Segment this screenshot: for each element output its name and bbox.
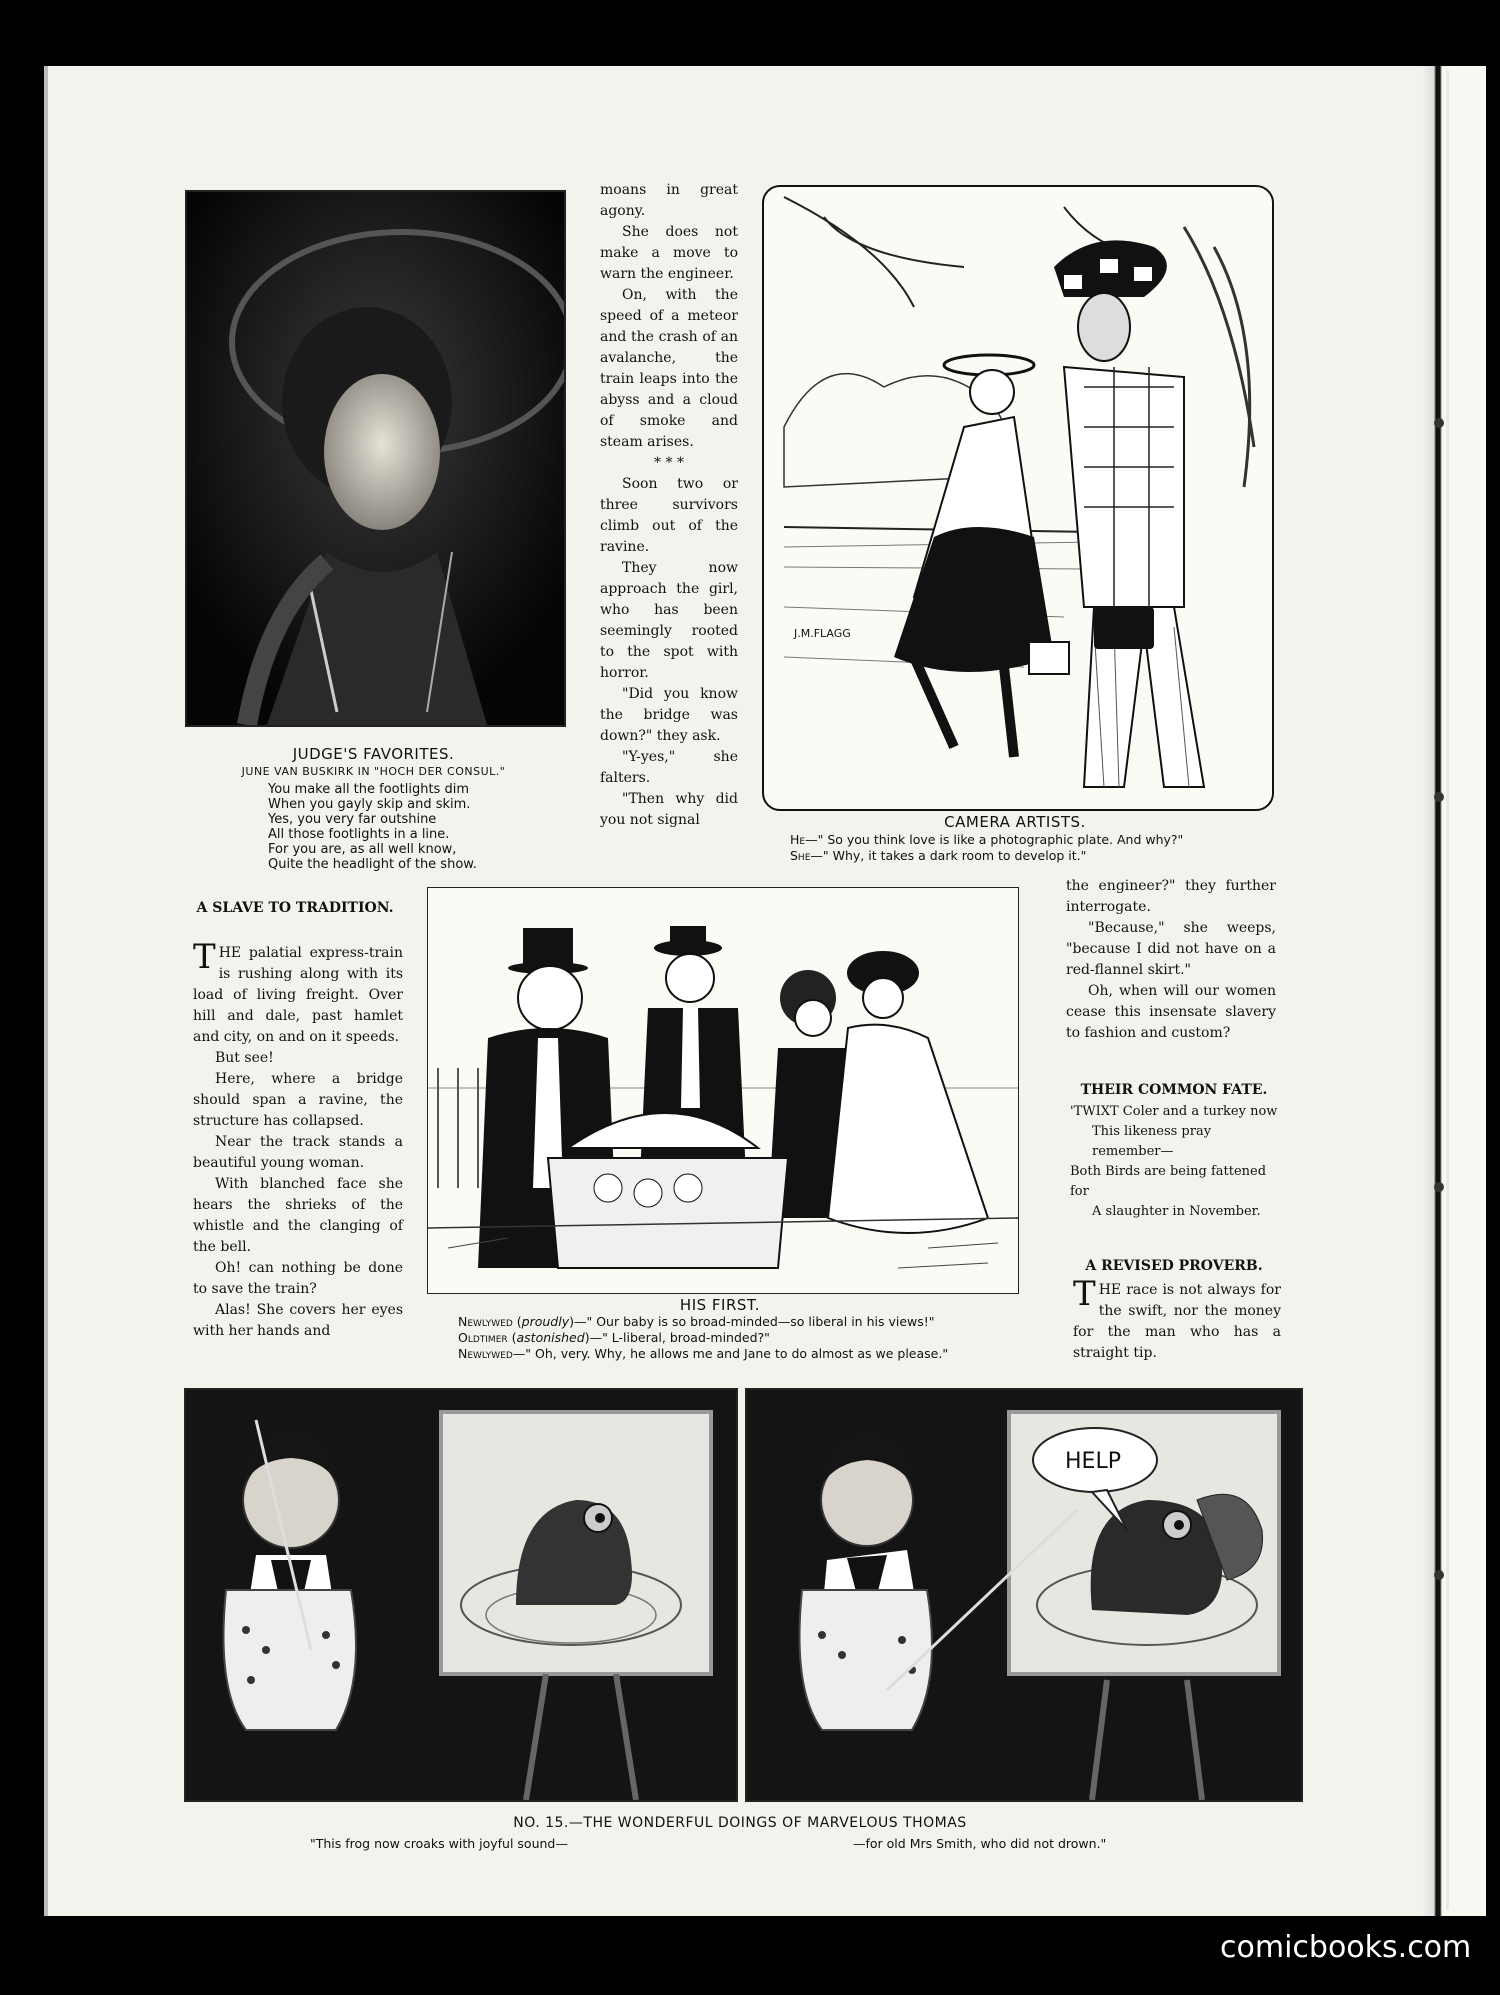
his-first-title: HIS FIRST.: [679, 1296, 761, 1314]
dialogue-text: —" So you think love is like a photographic plate. And why?": [805, 832, 1184, 847]
story-paragraph: Near the track stands a beautiful young woman.: [193, 1134, 403, 1171]
woman-in-hat-image: [187, 192, 564, 725]
story-paragraph: She does not make a move to warn the engineer.: [600, 224, 738, 282]
slave-story: [193, 937, 403, 1342]
thomas-caption-right: —for old Mrs Smith, who did not drown.": [853, 1836, 1107, 1851]
dialogue-line: Newlywed (proudly)—" Our baby is so broad-minded—so liberal in his views!": [458, 1314, 935, 1329]
camera-artists-title: CAMERA ARTISTS.: [944, 813, 1086, 831]
dialogue-line: [790, 832, 1270, 848]
portrait-photo: [185, 190, 566, 727]
paragraph-text: HE palatial express-train is rushing along with its load of living freight. Over hill and dale, past hamlet and city, on and on it speeds.: [193, 945, 403, 1045]
fate-poem: [1070, 1102, 1280, 1222]
story-paragraph: Here, where a bridge should span a ravine, the structure has collapsed.: [193, 1071, 403, 1129]
story-paragraph: Soon two or three survivors climb out of the ravine.: [600, 476, 738, 555]
favorites-subtitle: JUNE VAN BUSKIRK IN "HOCH DER CONSUL.": [241, 765, 506, 778]
boy-and-frog-image: [186, 1390, 736, 1800]
dialogue-line: Oldtimer (astonished)—" L-liberal, broad-minded?": [458, 1330, 770, 1345]
story-separator: * * *: [654, 455, 684, 471]
story-paragraph: Oh! can nothing be done to save the train?: [193, 1260, 403, 1297]
poem-line: This likeness pray remember—: [1092, 1124, 1212, 1159]
camera-artists-illustration: [762, 185, 1274, 811]
stage-direction: astonished: [516, 1330, 585, 1345]
poem-line: For you are, as all well know,: [268, 842, 457, 857]
dialogue-text: —" Why, it takes a dark room to develop it.": [810, 848, 1087, 863]
speaker: Newlywed: [458, 1314, 513, 1329]
dialogue-text: —" Our baby is so broad-minded—so liberal in his views!": [573, 1314, 935, 1329]
proverb-heading: A REVISED PROVERB.: [1085, 1258, 1263, 1274]
story-paragraph: Oh, when will our women cease this insensate slavery to fashion and custom?: [1066, 983, 1276, 1041]
poem-line: Quite the headlight of the show.: [268, 857, 477, 872]
drop-cap: T: [1073, 1274, 1096, 1314]
his-first-illustration: [427, 887, 1019, 1294]
poem-line: Yes, you very far outshine: [268, 812, 437, 827]
story-column-right: [1066, 876, 1276, 1044]
proverb-text: [1073, 1274, 1281, 1364]
story-paragraph: moans in great agony.: [600, 182, 738, 219]
slave-first-paragraph: [193, 937, 403, 1048]
courting-couple-drawing: [764, 187, 1272, 809]
artist-signature: J.M.FLAGG: [794, 627, 851, 640]
speaker: He: [790, 832, 806, 847]
page-edge: [44, 66, 48, 1916]
poem-line: When you gayly skip and skim.: [268, 797, 471, 812]
binding-hole: [1434, 792, 1444, 802]
drop-cap: T: [193, 937, 216, 977]
help-speech-bubble: HELP: [1065, 1449, 1121, 1474]
dialogue-line: [458, 1346, 1058, 1362]
story-paragraph: "Because," she weeps, "because I did not have on a red-flannel skirt.": [1066, 920, 1276, 978]
binding-hole: [1434, 418, 1444, 428]
story-paragraph: the engineer?" they further interrogate.: [1066, 878, 1276, 915]
speaker: She: [790, 848, 811, 863]
favorites-poem: [268, 782, 528, 872]
paragraph-text: HE race is not always for the swift, nor the money for the man who has a straight tip.: [1073, 1282, 1281, 1361]
speaker: Oldtimer: [458, 1330, 508, 1345]
his-first-dialogue: [458, 1314, 1058, 1362]
poem-line: All those footlights in a line.: [268, 827, 450, 842]
thomas-photo-right: [745, 1388, 1303, 1802]
binding-hole: [1434, 1182, 1444, 1192]
dialogue-line: [790, 848, 1270, 864]
boy-and-frog-help-image: [747, 1390, 1301, 1800]
story-paragraph: With blanched face she hears the shrieks of the whistle and the clanging of the bell.: [193, 1176, 403, 1255]
story-paragraph: But see!: [215, 1050, 274, 1066]
next-page-edge: [1446, 70, 1449, 1910]
fate-heading: THEIR COMMON FATE.: [1080, 1082, 1268, 1098]
poem-line: A slaughter in November.: [1092, 1204, 1261, 1219]
poem-line: You make all the footlights dim: [268, 782, 469, 797]
story-paragraph: On, with the speed of a meteor and the crash of an avalanche, the train leaps into the abyss and a cloud of smoke and steam arises.: [600, 287, 738, 450]
thomas-caption-left: "This frog now croaks with joyful sound—: [310, 1836, 568, 1851]
story-paragraph: "Did you know the bridge was down?" they ask.: [600, 686, 738, 744]
story-paragraph: "Y-yes," she falters.: [600, 749, 738, 786]
poem-line: 'TWIXT Coler and a turkey now: [1070, 1104, 1278, 1119]
thomas-title: NO. 15.—THE WONDERFUL DOINGS OF MARVELOUS THOMAS: [513, 1815, 967, 1831]
site-watermark: comicbooks.com: [1220, 1930, 1472, 1965]
dialogue-text: —" L-liberal, broad-minded?": [589, 1330, 770, 1345]
slave-heading: A SLAVE TO TRADITION.: [196, 900, 394, 916]
camera-artists-dialogue: [790, 832, 1270, 864]
story-column-middle: [600, 180, 738, 831]
speaker: Newlywed: [458, 1346, 513, 1361]
favorites-title: JUDGE'S FAVORITES.: [292, 745, 455, 763]
proverb-paragraph: [1073, 1274, 1281, 1364]
stage-direction: proudly: [521, 1314, 570, 1329]
family-with-baby-drawing: [428, 888, 1018, 1293]
dialogue-text: —" Oh, very. Why, he allows me and Jane to do almost as we please.": [512, 1346, 949, 1361]
poem-line: Both Birds are being fattened for: [1070, 1164, 1267, 1199]
story-paragraph: Alas! She covers her eyes with her hands and: [193, 1302, 403, 1339]
story-paragraph: "Then why did you not signal: [600, 791, 738, 828]
story-paragraph: They now approach the girl, who has been seemingly rooted to the spot with horror.: [600, 560, 738, 681]
binding-hole: [1434, 1570, 1444, 1580]
page-gutter: [1422, 66, 1486, 1916]
thomas-photo-left: [184, 1388, 738, 1802]
